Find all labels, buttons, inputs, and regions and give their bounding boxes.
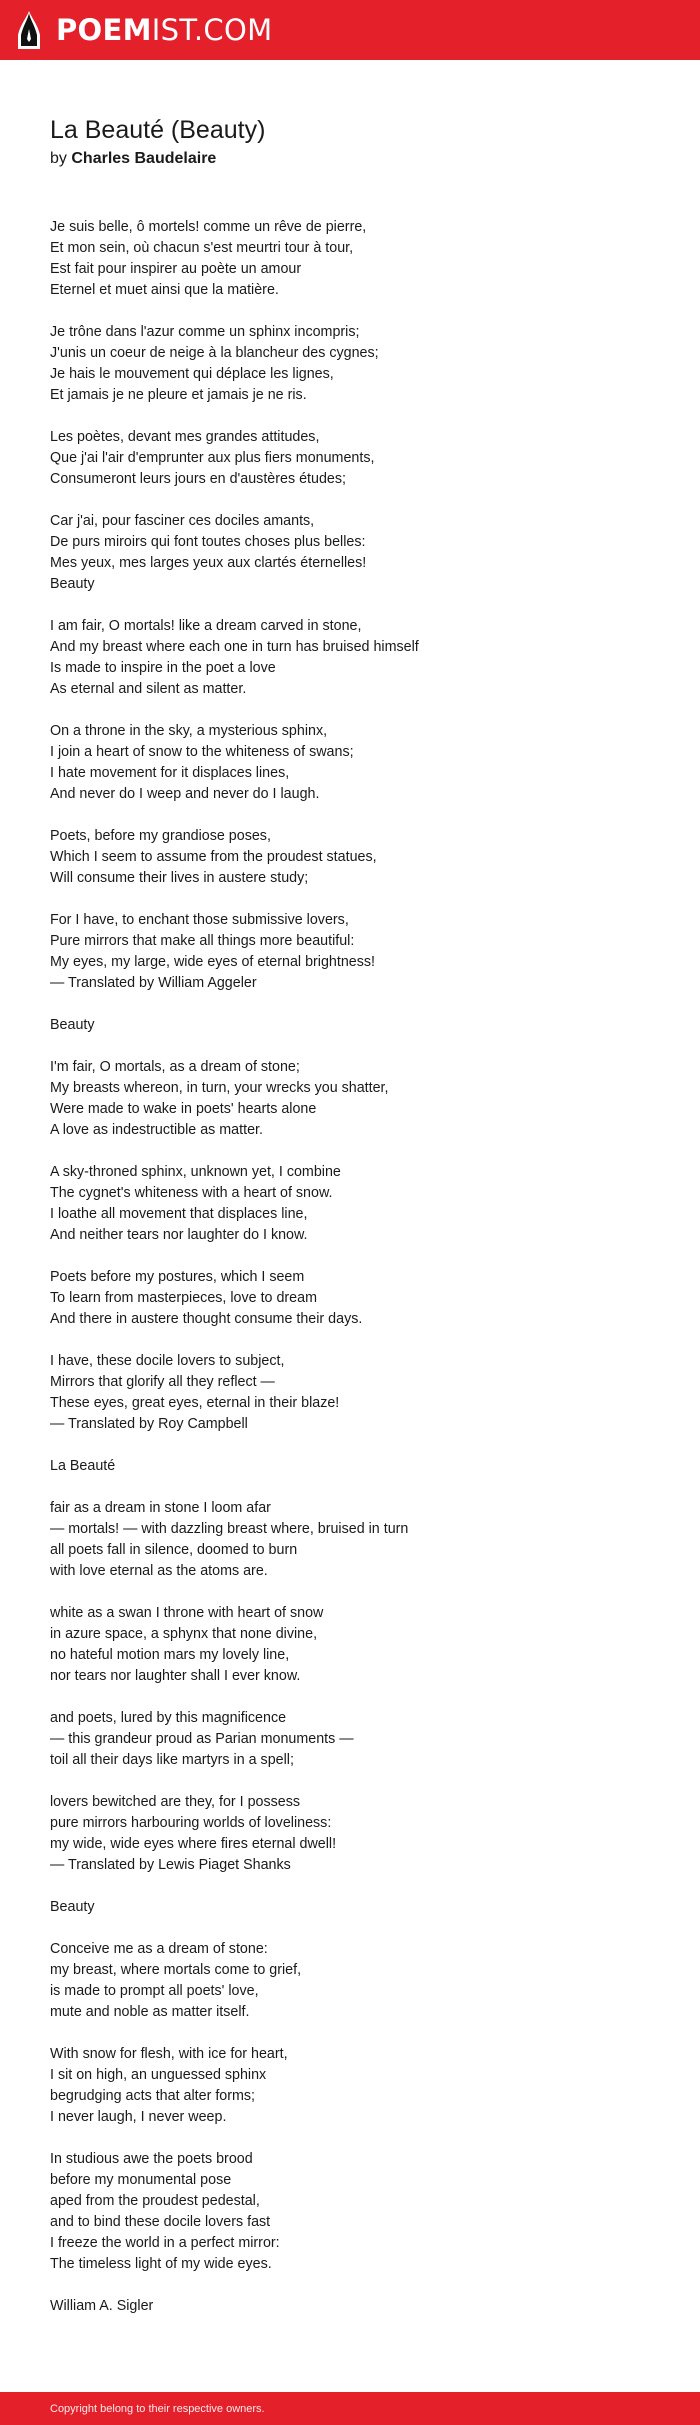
poem-line: I freeze the world in a perfect mirror: — [50, 2235, 280, 2251]
poem-line: I am fair, O mortals! like a dream carved in stone, — [50, 618, 362, 634]
pen-nib-logo-icon — [16, 9, 42, 51]
poem-line: Were made to wake in poets' hearts alone — [50, 1101, 317, 1117]
poem-line: I never laugh, I never weep. — [50, 2109, 227, 2125]
poem-line: Which I seem to assume from the proudest statues, — [50, 849, 377, 865]
stanza — [50, 427, 650, 490]
stanza — [50, 511, 650, 595]
stanza — [50, 1267, 650, 1330]
poem-line: Will consume their lives in austere study; — [50, 870, 309, 886]
poem-line: I'm fair, O mortals, as a dream of stone; — [50, 1059, 300, 1075]
poem-line: and to bind these docile lovers fast — [50, 2214, 271, 2230]
logo-text-bold: POEM — [56, 13, 152, 47]
poem-line: white as a swan I throne with heart of snow — [50, 1605, 324, 1621]
poem-line: mute and noble as matter itself. — [50, 2004, 250, 2020]
poem-line: begrudging acts that alter forms; — [50, 2088, 256, 2104]
poem-line: I have, these docile lovers to subject, — [50, 1353, 285, 1369]
poem-line: And never do I weep and never do I laugh. — [50, 786, 320, 802]
poem-line: pure mirrors harbouring worlds of loveliness: — [50, 1815, 332, 1831]
poem-line: Beauty — [50, 1017, 95, 1033]
stanza — [50, 1057, 650, 1141]
stanza — [50, 322, 650, 406]
poem-line: I sit on high, an unguessed sphinx — [50, 2067, 267, 2083]
poem-line: I hate movement for it displaces lines, — [50, 765, 290, 781]
stanza — [50, 1939, 650, 2023]
poem-line: Conceive me as a dream of stone: — [50, 1941, 268, 1957]
poem-line: William A. Sigler — [50, 2298, 154, 2314]
poem-line: Beauty — [50, 576, 95, 592]
poem-line: my wide, wide eyes where fires eternal dwell! — [50, 1836, 337, 1852]
poem-line: Que j'ai l'air d'emprunter aux plus fiers monuments, — [50, 450, 375, 466]
poem-line: My eyes, my large, wide eyes of eternal brightness! — [50, 954, 376, 970]
poem-line: Les poètes, devant mes grandes attitudes, — [50, 429, 320, 445]
stanza — [50, 2149, 650, 2275]
stanza — [50, 217, 650, 301]
poem-line: And neither tears nor laughter do I know. — [50, 1227, 308, 1243]
poem-content — [50, 114, 650, 2338]
poem-line: Je hais le mouvement qui déplace les lignes, — [50, 366, 334, 382]
poem-line: Et mon sein, où chacun s'est meurtri tour à tour, — [50, 240, 354, 256]
stanza — [50, 910, 650, 994]
stanza — [50, 1708, 650, 1771]
site-logo-text — [56, 9, 272, 51]
poem-line: J'unis un coeur de neige à la blancheur des cygnes; — [50, 345, 379, 361]
poem-line: Je suis belle, ô mortels! comme un rêve de pierre, — [50, 219, 367, 235]
poem-line: Mes yeux, mes larges yeux aux clartés éternelles! — [50, 555, 367, 571]
poem-line: — this grandeur proud as Parian monuments — — [50, 1731, 354, 1747]
poem-line: Mirrors that glorify all they reflect — — [50, 1374, 275, 1390]
poem-line: — Translated by Lewis Piaget Shanks — [50, 1857, 291, 1873]
poem-line: with love eternal as the atoms are. — [50, 1563, 268, 1579]
poem-line: Poets before my postures, which I seem — [50, 1269, 305, 1285]
poem-line: all poets fall in silence, doomed to burn — [50, 1542, 298, 1558]
poem-line: nor tears nor laughter shall I ever know. — [50, 1668, 301, 1684]
site-footer — [0, 2392, 700, 2425]
stanza — [50, 1498, 650, 1582]
poem-line: and poets, lured by this magnificence — [50, 1710, 287, 1726]
poem-line: Est fait pour inspirer au poète un amour — [50, 261, 302, 277]
poem-line: De purs miroirs qui font toutes choses plus belles: — [50, 534, 366, 550]
stanza — [50, 1456, 650, 1477]
stanza — [50, 1015, 650, 1036]
poem-line: A love as indestructible as matter. — [50, 1122, 263, 1138]
poem-line: Beauty — [50, 1899, 95, 1915]
poem-line: toil all their days like martyrs in a spell; — [50, 1752, 294, 1768]
stanza — [50, 1603, 650, 1687]
stanza — [50, 826, 650, 889]
poem-title: La Beauté (Beauty) — [50, 116, 266, 144]
poem-line: The cygnet's whiteness with a heart of snow. — [50, 1185, 333, 1201]
author-name: Charles Baudelaire — [71, 150, 217, 167]
stanza — [50, 1351, 650, 1435]
stanza — [50, 616, 650, 700]
poem-line: Eternel et muet ainsi que la matière. — [50, 282, 279, 298]
poem-line: no hateful motion mars my lovely line, — [50, 1647, 290, 1663]
poem-line: lovers bewitched are they, for I possess — [50, 1794, 301, 1810]
poem-line: Je trône dans l'azur comme un sphinx incompris; — [50, 324, 360, 340]
poem-line: For I have, to enchant those submissive lovers, — [50, 912, 349, 928]
poem-line: With snow for flesh, with ice for heart, — [50, 2046, 288, 2062]
poem-line: Car j'ai, pour fasciner ces dociles amants, — [50, 513, 315, 529]
site-header — [0, 0, 700, 60]
stanza — [50, 2044, 650, 2128]
poem-line: Et jamais je ne pleure et jamais je ne ris. — [50, 387, 307, 403]
stanza — [50, 1897, 650, 1918]
copyright-notice: Copyright belong to their respective owners. — [50, 2403, 265, 2415]
poem-line: in azure space, a sphynx that none divine, — [50, 1626, 318, 1642]
poem-line: Consumeront leurs jours en d'austères études; — [50, 471, 346, 487]
logo-text-light: IST.COM — [151, 13, 273, 47]
poem-line: before my monumental pose — [50, 2172, 232, 2188]
stanza — [50, 721, 650, 805]
stanza — [50, 1792, 650, 1876]
poem-line: To learn from masterpieces, love to dream — [50, 1290, 317, 1306]
poem-line: As eternal and silent as matter. — [50, 681, 247, 697]
poem-line: A sky-throned sphinx, unknown yet, I combine — [50, 1164, 341, 1180]
poem-line: I loathe all movement that displaces line, — [50, 1206, 308, 1222]
poem-body — [50, 217, 650, 2317]
poem-line: — Translated by Roy Campbell — [50, 1416, 248, 1432]
byline-prefix: by — [50, 150, 67, 167]
byline — [50, 148, 650, 170]
poem-line: is made to prompt all poets' love, — [50, 1983, 259, 1999]
poem-line: The timeless light of my wide eyes. — [50, 2256, 272, 2272]
poem-line: La Beauté — [50, 1458, 116, 1474]
poem-line: fair as a dream in stone I loom afar — [50, 1500, 271, 1516]
poem-line: These eyes, great eyes, eternal in their blaze! — [50, 1395, 340, 1411]
stanza — [50, 1162, 650, 1246]
poem-line: Poets, before my grandiose poses, — [50, 828, 271, 844]
poem-line: I join a heart of snow to the whiteness of swans; — [50, 744, 354, 760]
poem-line: my breast, where mortals come to grief, — [50, 1962, 302, 1978]
poem-line: My breasts whereon, in turn, your wrecks you shatter, — [50, 1080, 389, 1096]
poem-line: In studious awe the poets brood — [50, 2151, 253, 2167]
poem-line: And my breast where each one in turn has bruised himself — [50, 639, 419, 655]
poem-line: Pure mirrors that make all things more beautiful: — [50, 933, 355, 949]
site-logo[interactable] — [16, 9, 272, 51]
poem-line: Is made to inspire in the poet a love — [50, 660, 276, 676]
poem-line: aped from the proudest pedestal, — [50, 2193, 260, 2209]
poem-line: — Translated by William Aggeler — [50, 975, 257, 991]
stanza — [50, 2296, 650, 2317]
poem-line: — mortals! — with dazzling breast where, bruised in turn — [50, 1521, 409, 1537]
poem-line: And there in austere thought consume their days. — [50, 1311, 363, 1327]
poem-line: On a throne in the sky, a mysterious sphinx, — [50, 723, 328, 739]
